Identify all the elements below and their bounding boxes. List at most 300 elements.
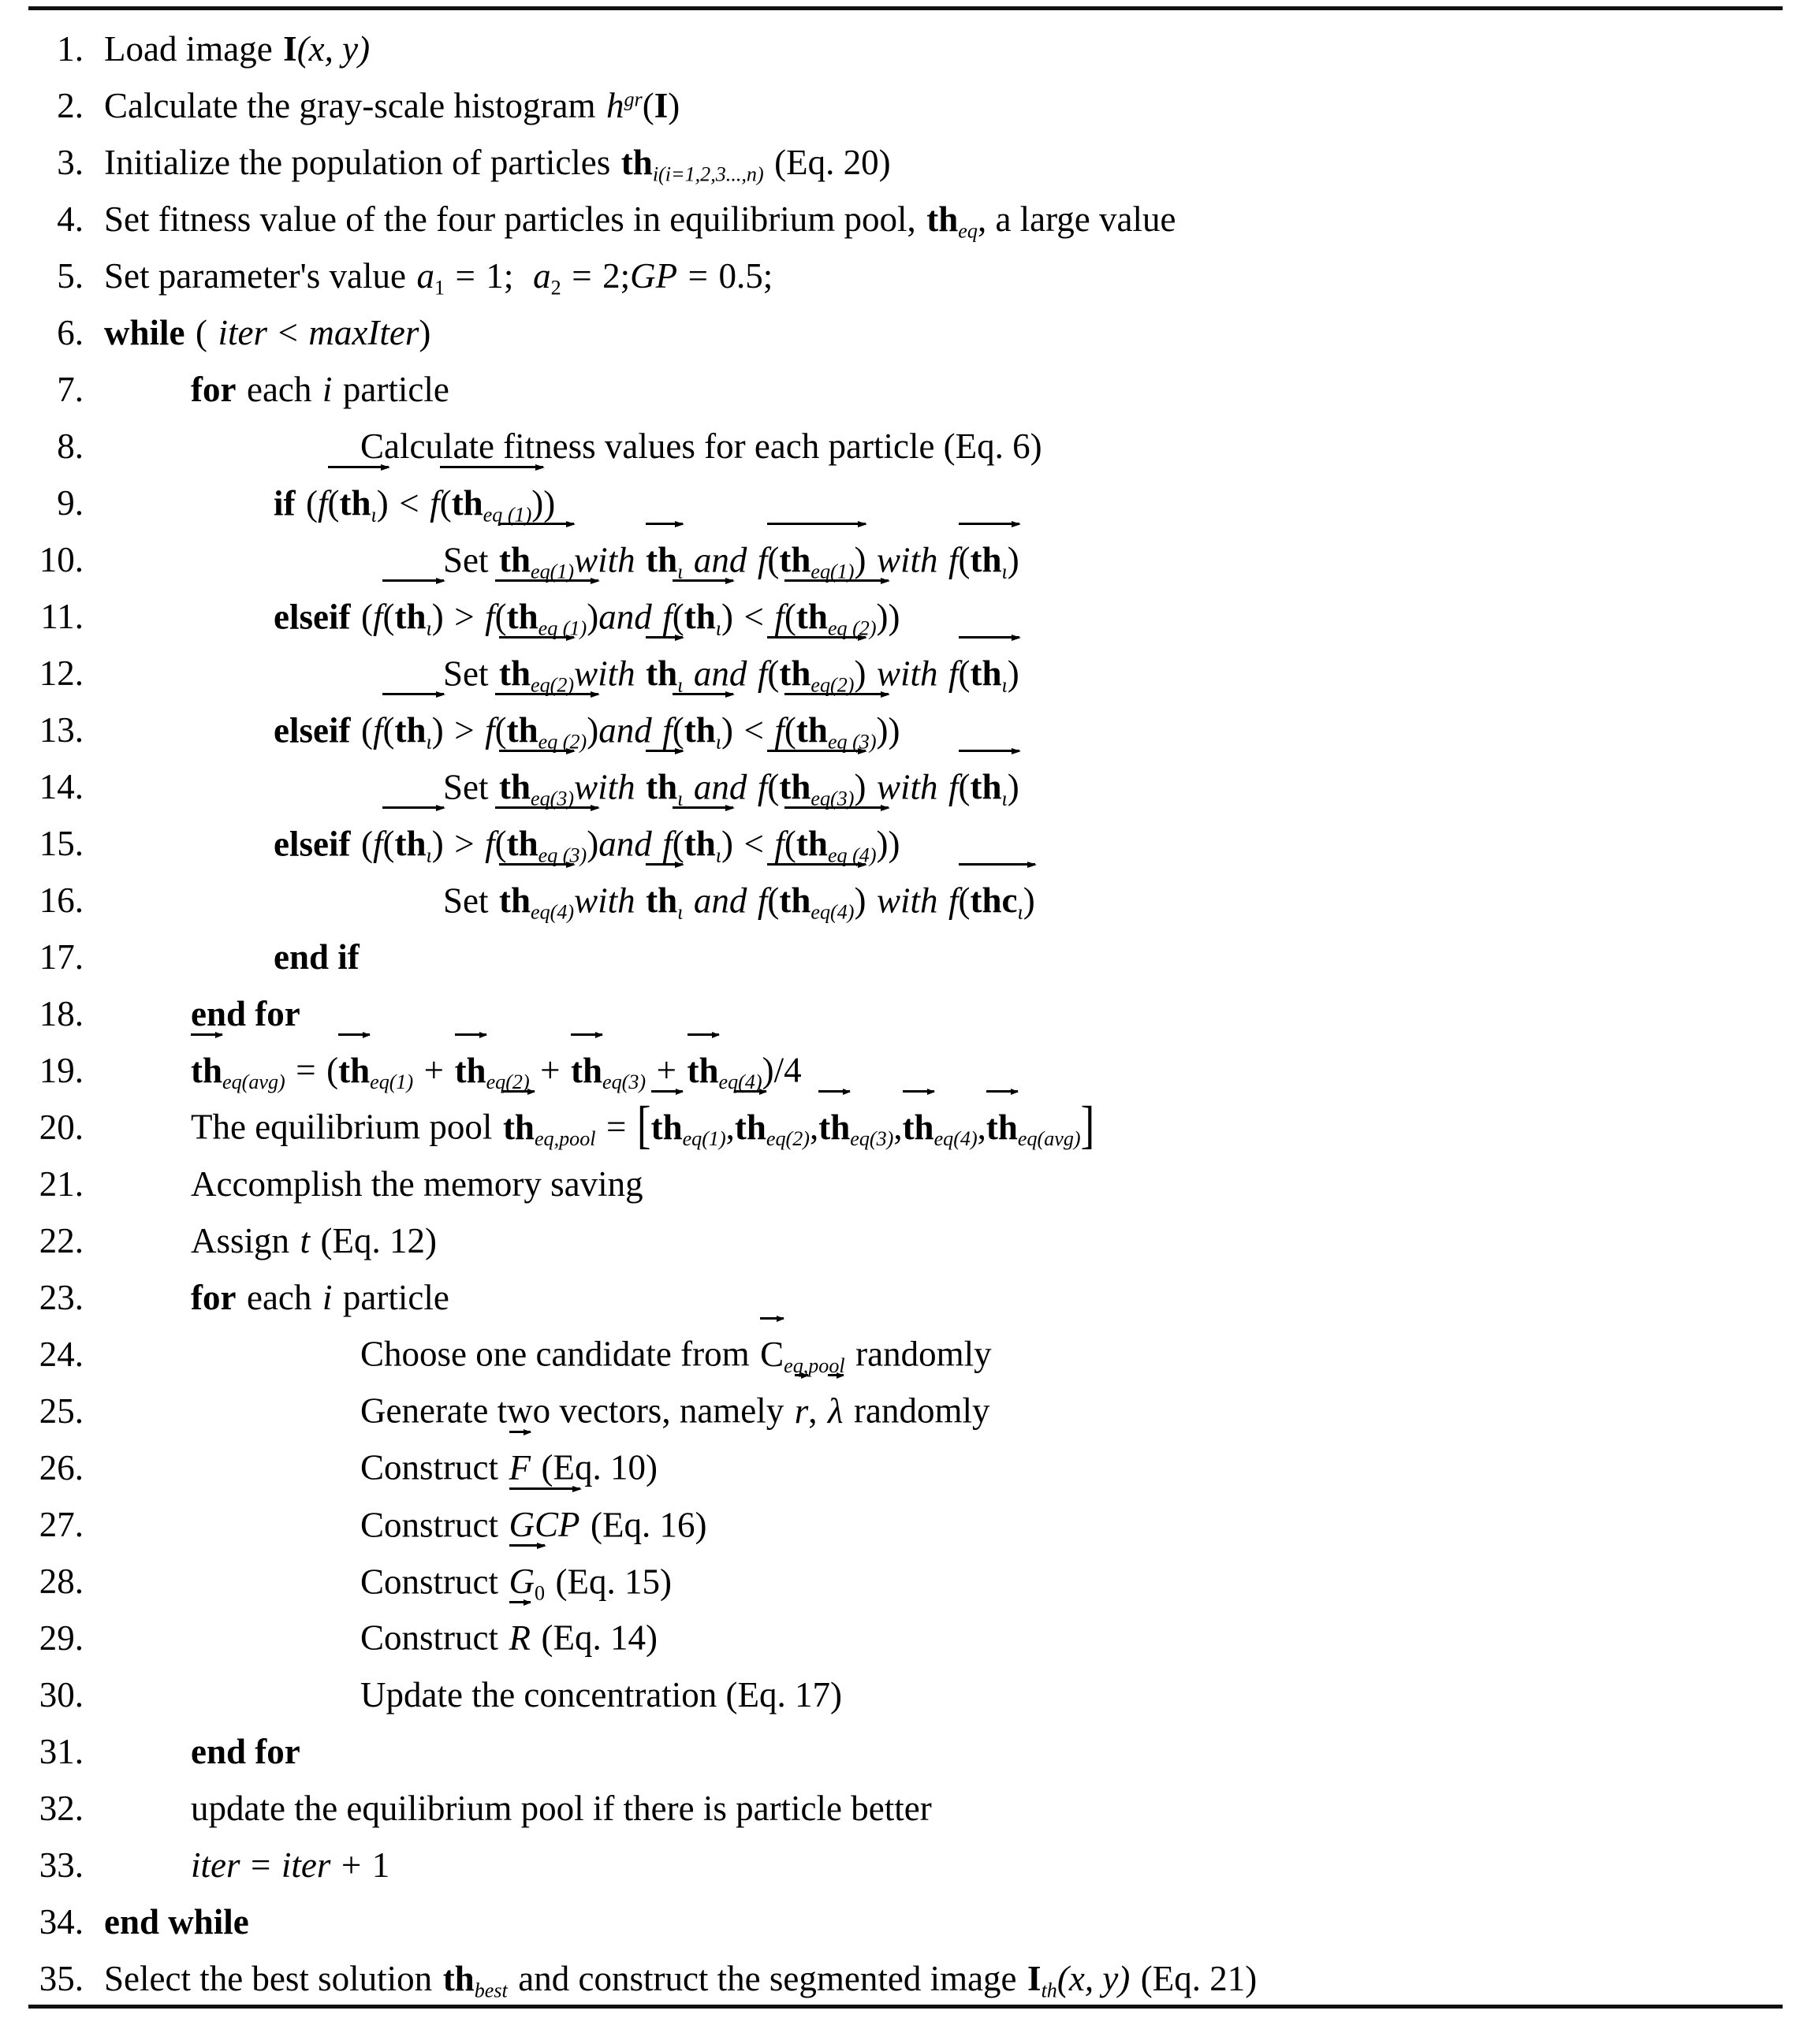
over-right-arrow-icon	[818, 1090, 850, 1093]
algorithm-line	[28, 1948, 1795, 2002]
text-equilibrium-pool: The equilibrium pool	[191, 1108, 493, 1147]
symbol-G: G	[509, 1562, 535, 1601]
over-right-arrow-icon	[760, 1317, 784, 1320]
vector-group	[494, 709, 599, 754]
symbol-th: th	[506, 597, 538, 636]
keyword-if: if	[274, 483, 296, 523]
paren-close: )	[721, 597, 734, 636]
line-content	[104, 1448, 1795, 1486]
symbol-th: th	[926, 199, 959, 239]
algorithm-line	[28, 1607, 1795, 1656]
paren-open: (	[327, 483, 340, 523]
func-f: f	[485, 824, 495, 863]
text-calculate-histogram: Calculate the gray-scale histogram	[104, 86, 596, 125]
paren-open: (	[672, 824, 684, 863]
symbol-th: th	[451, 483, 483, 523]
symbol-th: th	[620, 143, 653, 182]
over-right-arrow-icon	[795, 1374, 809, 1376]
algorithm-line	[28, 1551, 1795, 1605]
func-f: f	[774, 824, 784, 863]
semicolon: ;	[620, 256, 631, 296]
ref-eq-12: (Eq. 12)	[320, 1221, 438, 1260]
var-t: t	[300, 1221, 311, 1260]
text-with: with	[876, 767, 938, 806]
algorithm-line	[28, 1891, 1795, 1940]
subscript-eq2: eq(2)	[810, 673, 855, 697]
symbol-th: th	[338, 1051, 371, 1090]
vector-group	[571, 1051, 602, 1089]
func-f: f	[757, 653, 768, 693]
line-content	[104, 88, 1795, 124]
greater-than: >	[454, 824, 475, 863]
symbol-image-I: I	[654, 86, 669, 125]
line-content	[104, 880, 1795, 924]
text-accomplish-memory-saving: Accomplish the memory saving	[191, 1164, 643, 1204]
comma: ,	[808, 1391, 818, 1431]
func-f: f	[372, 597, 383, 636]
paren-close: )	[888, 824, 900, 863]
paren-open: (	[494, 710, 507, 750]
paren-close: )	[762, 1051, 774, 1090]
over-right-arrow-icon	[784, 806, 889, 809]
line-number: 30.	[39, 1675, 84, 1715]
text-with: with	[574, 540, 635, 579]
less-than: <	[743, 710, 764, 750]
over-right-arrow-icon	[382, 806, 443, 809]
func-f: f	[948, 767, 959, 806]
paren-open: (	[360, 597, 373, 636]
paren-open: (	[784, 597, 796, 636]
paren-close: )	[854, 540, 866, 579]
line-number: 5.	[57, 256, 84, 296]
line-content	[104, 143, 1795, 186]
vector-group	[646, 653, 684, 697]
text-set-parameter: Set parameter's value	[104, 256, 406, 296]
over-right-arrow-icon	[828, 1374, 844, 1376]
algorithm-line	[28, 1096, 1795, 1155]
value-1: 1	[486, 256, 504, 296]
line-number: 33.	[39, 1845, 84, 1885]
paren-open: (	[326, 1051, 339, 1090]
vector-group	[672, 596, 734, 640]
algorithm-line	[28, 132, 1795, 186]
text-with: with	[574, 767, 635, 806]
vector-group	[646, 539, 684, 583]
over-right-arrow-icon	[571, 1033, 602, 1036]
vector-group	[382, 823, 444, 867]
keyword-elseif: elseif	[274, 597, 351, 636]
line-number: 35.	[39, 1959, 84, 1998]
over-right-arrow-icon	[499, 523, 574, 525]
ref-eq-14: (Eq. 14)	[541, 1618, 658, 1658]
text-choose-candidate: Choose one candidate from	[360, 1335, 750, 1374]
symbol-th: th	[499, 881, 531, 920]
subscript-eq: eq	[958, 219, 978, 243]
line-content	[104, 372, 1795, 408]
over-right-arrow-icon	[673, 579, 733, 582]
ref-eq-20: (Eq. 20)	[774, 143, 891, 182]
keyword-elseif: elseif	[274, 824, 351, 863]
line-content	[104, 1734, 1795, 1770]
symbol-th: th	[646, 881, 678, 920]
vector-group	[191, 1051, 222, 1089]
over-right-arrow-icon	[509, 1544, 546, 1547]
vector-group	[958, 539, 1019, 583]
symbol-th: th	[646, 540, 678, 579]
algorithm-line	[28, 983, 1795, 1032]
slash-sign: /	[773, 1051, 784, 1090]
symbol-th: th	[796, 824, 828, 863]
paren-open: (	[784, 710, 796, 750]
paren-close: )	[888, 710, 900, 750]
semicolon: ;	[503, 256, 514, 296]
vector-group	[784, 596, 889, 640]
over-right-arrow-icon	[338, 1033, 370, 1036]
vector-group	[828, 1391, 844, 1429]
superscript-gr: gr	[624, 87, 643, 111]
vector-group	[818, 1108, 850, 1145]
subscript-eq1: eq(1)	[531, 560, 575, 583]
line-number: 26.	[39, 1448, 84, 1487]
over-right-arrow-icon	[784, 579, 889, 582]
comma: ,	[725, 1108, 735, 1147]
symbol-th: th	[499, 767, 531, 806]
algorithm-line	[28, 926, 1795, 975]
symbol-th: th	[734, 1108, 766, 1147]
ref-eq-10: (Eq. 10)	[541, 1448, 658, 1487]
subscript-2: 2	[550, 276, 561, 300]
equals-sign: =	[572, 256, 592, 296]
paren-open: (	[196, 313, 208, 352]
subscript-iota: ι	[677, 900, 684, 924]
subscript-eq4: eq (4)	[827, 843, 877, 867]
line-number: 27.	[39, 1505, 84, 1544]
comma: ,	[809, 1108, 819, 1147]
paren-close: )	[854, 881, 866, 920]
line-content	[104, 1677, 1795, 1713]
over-right-arrow-icon	[767, 750, 866, 752]
line-content	[104, 1791, 1795, 1826]
subscript-eq-pool: eq,pool	[784, 1354, 845, 1378]
value-2: 2	[602, 256, 620, 296]
paren-close: )	[1023, 881, 1035, 920]
over-right-arrow-icon	[191, 1033, 222, 1036]
line-number: 17.	[39, 937, 84, 977]
over-right-arrow-icon	[499, 863, 574, 866]
over-right-arrow-icon	[688, 1033, 719, 1036]
vector-group	[646, 766, 684, 810]
paren-close: )	[376, 483, 389, 523]
paren-open: (	[360, 824, 373, 863]
line-content	[104, 823, 1795, 867]
algorithm-line	[28, 302, 1795, 351]
line-number: 14.	[39, 767, 84, 806]
algorithm-line	[28, 1210, 1795, 1259]
paren-open: (	[382, 824, 395, 863]
func-f: f	[948, 881, 959, 920]
comma: ,	[893, 1108, 903, 1147]
func-f: f	[662, 710, 673, 750]
text-set: Set	[443, 653, 489, 693]
subscript-eq3: eq(3)	[602, 1070, 647, 1094]
vector-group	[767, 880, 866, 924]
bottom-horizontal-rule	[28, 2005, 1783, 2009]
over-right-arrow-icon	[646, 523, 683, 525]
line-content	[104, 1845, 1795, 1885]
text-update-pool: update the equilibrium pool if there is particle better	[191, 1789, 932, 1828]
less-than: <	[399, 483, 419, 523]
text-construct: Construct	[360, 1562, 498, 1601]
subscript-eq2: eq(2)	[486, 1070, 530, 1094]
line-number: 23.	[39, 1278, 84, 1317]
vector-group	[382, 596, 444, 640]
keyword-elseif: elseif	[274, 710, 351, 750]
subscript-eq2: eq (2)	[827, 616, 877, 640]
vector-group	[494, 596, 599, 640]
paren-open: (	[767, 653, 780, 693]
over-right-arrow-icon	[509, 1601, 531, 1603]
var-i: i	[322, 370, 333, 409]
algorithm-line	[28, 1494, 1795, 1543]
line-content	[104, 596, 1795, 640]
algorithm-line	[28, 1721, 1795, 1770]
func-f: f	[948, 653, 959, 693]
vector-group	[494, 823, 599, 867]
algorithm-line	[28, 529, 1795, 583]
text-set: Set	[443, 767, 489, 806]
over-right-arrow-icon	[646, 863, 683, 866]
text-and: and	[693, 653, 747, 693]
text-and: and	[598, 710, 652, 750]
line-number: 28.	[39, 1562, 84, 1601]
paren-close: )	[419, 313, 431, 352]
symbol-th: th	[970, 767, 1002, 806]
vector-group	[784, 823, 889, 867]
subscript-eq2: eq(2)	[766, 1127, 810, 1151]
less-than: <	[278, 313, 298, 352]
vector-group	[672, 709, 734, 754]
paren-open: (	[642, 86, 654, 125]
func-f: f	[372, 710, 383, 750]
args-xy: (x, y)	[296, 29, 371, 69]
line-content	[104, 1391, 1795, 1429]
subscript-iota: ι	[715, 843, 722, 867]
vector-group	[509, 1561, 546, 1605]
text-generate-vectors: Generate two vectors, namely	[360, 1391, 784, 1431]
symbol-th: th	[442, 1959, 475, 1998]
equals-sign: =	[688, 256, 708, 296]
value-half: 0.5	[718, 256, 763, 296]
text-initialize-population: Initialize the population of particles	[104, 143, 611, 182]
line-number: 1.	[57, 29, 84, 69]
paren-close: )	[854, 653, 866, 693]
symbol-th: th	[796, 597, 828, 636]
subscript-iota: ι	[1017, 900, 1023, 924]
line-number: 25.	[39, 1391, 84, 1431]
line-number: 34.	[39, 1902, 84, 1942]
paren-open: (	[767, 540, 780, 579]
symbol-th: th	[191, 1051, 223, 1090]
over-right-arrow-icon	[382, 579, 443, 582]
vector-group	[439, 482, 544, 527]
vector-group	[735, 1108, 766, 1145]
func-f: f	[774, 710, 784, 750]
line-number: 12.	[39, 653, 84, 693]
paren-close: )	[531, 483, 544, 523]
algorithm-line	[28, 586, 1795, 640]
symbol-th: th	[684, 597, 716, 636]
symbol-R: R	[509, 1618, 531, 1658]
keyword-end-for: end for	[191, 994, 300, 1033]
symbol-th: th	[502, 1108, 535, 1147]
text-each: each	[246, 370, 312, 409]
func-f: f	[485, 710, 495, 750]
subscript-i-list: i(i=1,2,3...,n)	[652, 162, 764, 186]
func-f: f	[318, 483, 328, 523]
semicolon: ;	[762, 256, 773, 296]
text-and: and	[693, 767, 747, 806]
line-content	[104, 766, 1795, 810]
text-and: and	[598, 597, 652, 636]
func-f: f	[430, 483, 440, 523]
algorithm-line	[28, 75, 1795, 124]
over-right-arrow-icon	[673, 693, 733, 695]
value-1: 1	[371, 1845, 390, 1885]
var-maxIter: maxIter	[308, 313, 419, 352]
text-and: and	[693, 540, 747, 579]
bracket-open: [	[636, 1096, 651, 1155]
paren-close: )	[543, 483, 556, 523]
paren-open: (	[306, 483, 318, 523]
keyword-end-if: end if	[274, 937, 360, 977]
symbol-th: th	[499, 653, 531, 693]
paren-open: (	[767, 767, 780, 806]
subscript-eq-pool: eq,pool	[534, 1127, 596, 1151]
plus-sign: +	[540, 1051, 561, 1090]
subscript-eq1: eq (1)	[483, 503, 532, 527]
over-right-arrow-icon	[959, 750, 1019, 752]
vector-group	[767, 653, 866, 697]
vector-group	[455, 1051, 486, 1089]
text-construct: Construct	[360, 1505, 498, 1544]
subscript-eq4: eq(4)	[933, 1127, 978, 1151]
line-content	[104, 1959, 1795, 2002]
symbol-lambda: λ	[828, 1391, 844, 1431]
symbol-th: th	[779, 881, 811, 920]
vector-group	[688, 1051, 719, 1089]
symbol-th: th	[394, 710, 427, 750]
line-content	[104, 1561, 1795, 1605]
subscript-eq3: eq (3)	[538, 843, 587, 867]
var-i: i	[322, 1278, 333, 1317]
text-particle: particle	[342, 1278, 449, 1317]
symbol-th: th	[499, 540, 531, 579]
line-number: 16.	[39, 881, 84, 920]
keyword-for: for	[191, 1278, 237, 1317]
symbol-GCP: GCP	[509, 1505, 580, 1544]
subscript-eq2: eq (2)	[538, 730, 587, 754]
subscript-1: 1	[434, 276, 445, 300]
symbol-th: th	[339, 483, 371, 523]
less-than: <	[743, 597, 764, 636]
algorithm-line	[28, 1664, 1795, 1713]
text-with: with	[574, 653, 635, 693]
algorithm-line	[28, 472, 1795, 527]
func-f: f	[485, 597, 495, 636]
line-content	[104, 1335, 1795, 1378]
line-number: 19.	[39, 1051, 84, 1090]
vector-group	[338, 1051, 370, 1089]
text-load-image: Load image	[104, 29, 273, 69]
paren-open: (	[958, 767, 971, 806]
symbol-th: th	[506, 824, 538, 863]
line-content	[104, 29, 1795, 69]
vector-group	[986, 1108, 1018, 1145]
paren-close: )	[587, 597, 599, 636]
vector-group	[767, 539, 866, 583]
vector-group	[903, 1108, 934, 1145]
vector-group	[958, 653, 1019, 697]
vector-group	[795, 1391, 809, 1429]
symbol-th: th	[779, 767, 811, 806]
line-number: 2.	[57, 86, 84, 125]
text-large-value: , a large value	[977, 199, 1176, 239]
algorithm-line	[28, 245, 1795, 300]
keyword-for: for	[191, 370, 237, 409]
symbol-thc: thc	[970, 881, 1018, 920]
vector-group	[646, 880, 684, 924]
subscript-iota: ι	[715, 730, 722, 754]
line-number: 10.	[39, 540, 84, 579]
vector-group	[327, 482, 389, 527]
line-number: 29.	[39, 1618, 84, 1658]
comma: ,	[977, 1108, 986, 1147]
paren-close: )	[1007, 653, 1019, 693]
symbol-th: th	[646, 767, 678, 806]
subscript-iota: ι	[677, 560, 684, 583]
value-4: 4	[784, 1051, 802, 1090]
line-content	[104, 1051, 1795, 1094]
algorithm-line	[28, 642, 1795, 697]
algorithm-line	[28, 699, 1795, 754]
subscript-iota: ι	[371, 503, 377, 527]
over-right-arrow-icon	[767, 863, 866, 866]
symbol-a: a	[533, 256, 551, 296]
ref-eq-16: (Eq. 16)	[591, 1505, 707, 1544]
subscript-iota: ι	[1001, 673, 1008, 697]
paren-open: (	[958, 653, 971, 693]
subscript-eq1: eq(1)	[682, 1127, 726, 1151]
algorithm-line	[28, 1834, 1795, 1883]
subscript-eq3: eq (3)	[827, 730, 877, 754]
over-right-arrow-icon	[673, 806, 733, 809]
symbol-th: th	[646, 653, 678, 693]
over-right-arrow-icon	[495, 693, 599, 695]
paren-open: (	[494, 597, 507, 636]
subscript-eq3: eq(3)	[810, 787, 855, 810]
algorithm-line	[28, 756, 1795, 810]
paren-open: (	[494, 824, 507, 863]
symbol-th: th	[454, 1051, 486, 1090]
line-number: 21.	[39, 1164, 84, 1204]
paren-close: )	[854, 767, 866, 806]
paren-open: (	[360, 710, 373, 750]
paren-close: )	[876, 824, 889, 863]
subscript-iota: ι	[426, 843, 432, 867]
paren-close: )	[721, 710, 734, 750]
paren-open: (	[672, 597, 684, 636]
text-set-fitness: Set fitness value of the four particles in equilibrium pool,	[104, 199, 916, 239]
